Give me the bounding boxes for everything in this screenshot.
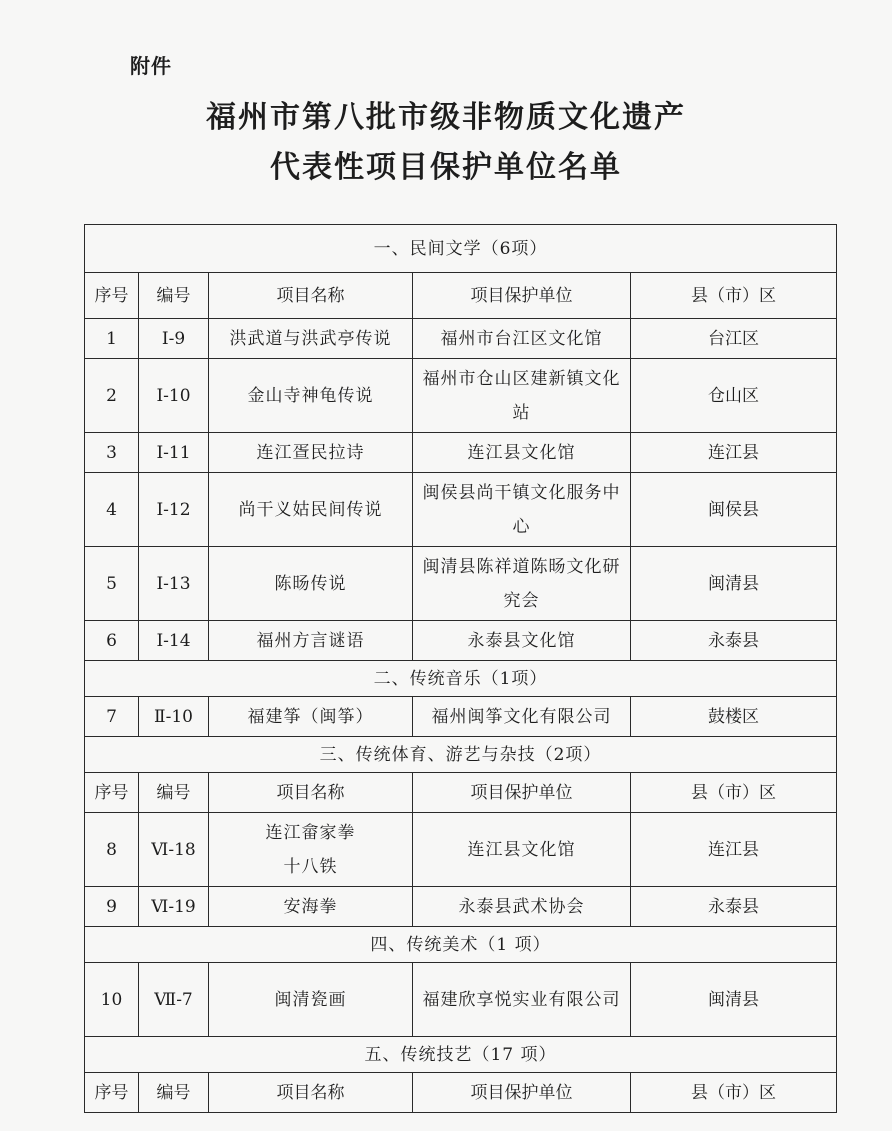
cell-seq: 8	[85, 813, 139, 887]
cell-code: Ⅰ-14	[139, 621, 209, 661]
cell-area: 连江县	[631, 813, 837, 887]
section-row	[85, 225, 837, 273]
cell-seq: 9	[85, 887, 139, 927]
cell-seq: 5	[85, 547, 139, 621]
header-code: 编号	[139, 773, 209, 813]
table-row	[85, 473, 837, 547]
header-seq: 序号	[85, 273, 139, 319]
table-row	[85, 359, 837, 433]
table-row	[85, 887, 837, 927]
protection-unit-table	[84, 224, 837, 1113]
header-name: 项目名称	[209, 273, 413, 319]
section-row	[85, 1037, 837, 1073]
cell-area: 鼓楼区	[631, 697, 837, 737]
document-title-line-2: 代表性项目保护单位名单	[270, 150, 622, 185]
section-title: 一、民间文学（6项）	[85, 225, 837, 273]
table-row	[85, 547, 837, 621]
header-name: 项目名称	[209, 773, 413, 813]
cell-seq: 4	[85, 473, 139, 547]
header-area: 县（市）区	[631, 273, 837, 319]
cell-seq: 1	[85, 319, 139, 359]
cell-name: 金山寺神龟传说	[209, 359, 413, 433]
section-title: 三、传统体育、游艺与杂技（2项）	[85, 737, 837, 773]
cell-unit: 永泰县武术协会	[413, 887, 631, 927]
cell-code: Ⅵ-18	[139, 813, 209, 887]
cell-unit: 福州市台江区文化馆	[413, 319, 631, 359]
table-row	[85, 813, 837, 887]
table-row	[85, 697, 837, 737]
cell-unit: 闽侯县尚干镇文化服务中心	[413, 473, 631, 547]
section-title: 五、传统技艺（17 项）	[85, 1037, 837, 1073]
cell-code: Ⅰ-13	[139, 547, 209, 621]
cell-area: 仓山区	[631, 359, 837, 433]
cell-unit: 闽清县陈祥道陈旸文化研究会	[413, 547, 631, 621]
cell-name: 连江畲家拳十八铁	[209, 813, 413, 887]
cell-code: Ⅱ-10	[139, 697, 209, 737]
cell-seq: 10	[85, 963, 139, 1037]
cell-area: 永泰县	[631, 887, 837, 927]
table-row	[85, 319, 837, 359]
header-row	[85, 273, 837, 319]
header-seq: 序号	[85, 1073, 139, 1113]
cell-code: Ⅰ-12	[139, 473, 209, 547]
header-code: 编号	[139, 273, 209, 319]
cell-seq: 2	[85, 359, 139, 433]
header-area: 县（市）区	[631, 1073, 837, 1113]
cell-code: Ⅰ-9	[139, 319, 209, 359]
attachment-label: 附件	[130, 54, 172, 78]
header-unit: 项目保护单位	[413, 1073, 631, 1113]
document-title-line-1: 福州市第八批市级非物质文化遗产	[206, 100, 686, 135]
section-row	[85, 737, 837, 773]
cell-unit: 福建欣享悦实业有限公司	[413, 963, 631, 1037]
table-row	[85, 433, 837, 473]
header-unit: 项目保护单位	[413, 773, 631, 813]
cell-name: 洪武道与洪武亭传说	[209, 319, 413, 359]
cell-code: Ⅶ-7	[139, 963, 209, 1037]
cell-area: 连江县	[631, 433, 837, 473]
header-row	[85, 1073, 837, 1113]
header-row	[85, 773, 837, 813]
cell-name: 闽清瓷画	[209, 963, 413, 1037]
section-title: 四、传统美术（1 项）	[85, 927, 837, 963]
header-unit: 项目保护单位	[413, 273, 631, 319]
cell-area: 闽清县	[631, 547, 837, 621]
section-title: 二、传统音乐（1项）	[85, 661, 837, 697]
cell-unit: 永泰县文化馆	[413, 621, 631, 661]
cell-name: 连江疍民拉诗	[209, 433, 413, 473]
cell-area: 闽清县	[631, 963, 837, 1037]
header-code: 编号	[139, 1073, 209, 1113]
section-row	[85, 927, 837, 963]
cell-code: Ⅰ-11	[139, 433, 209, 473]
cell-name: 福州方言谜语	[209, 621, 413, 661]
cell-seq: 6	[85, 621, 139, 661]
cell-name: 尚干义姑民间传说	[209, 473, 413, 547]
cell-name: 福建筝（闽筝）	[209, 697, 413, 737]
cell-seq: 3	[85, 433, 139, 473]
section-row	[85, 661, 837, 697]
cell-area: 永泰县	[631, 621, 837, 661]
table-row	[85, 963, 837, 1037]
header-seq: 序号	[85, 773, 139, 813]
cell-unit: 福州市仓山区建新镇文化站	[413, 359, 631, 433]
cell-area: 台江区	[631, 319, 837, 359]
cell-unit: 福州闽筝文化有限公司	[413, 697, 631, 737]
cell-code: Ⅰ-10	[139, 359, 209, 433]
cell-unit: 连江县文化馆	[413, 433, 631, 473]
cell-name: 陈旸传说	[209, 547, 413, 621]
table-row	[85, 621, 837, 661]
header-name: 项目名称	[209, 1073, 413, 1113]
cell-unit: 连江县文化馆	[413, 813, 631, 887]
cell-seq: 7	[85, 697, 139, 737]
cell-area: 闽侯县	[631, 473, 837, 547]
header-area: 县（市）区	[631, 773, 837, 813]
cell-code: Ⅵ-19	[139, 887, 209, 927]
cell-name: 安海拳	[209, 887, 413, 927]
